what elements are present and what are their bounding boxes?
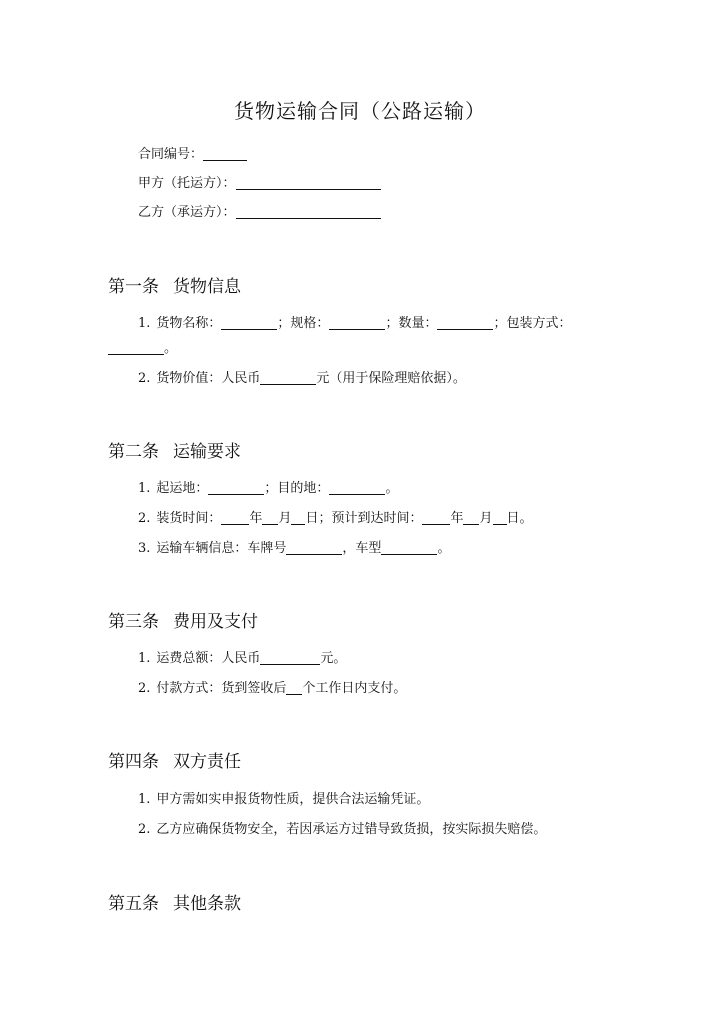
- section-4-number: 第四条: [108, 752, 159, 772]
- year-label: 年: [249, 511, 263, 526]
- item-number: 1.: [138, 481, 151, 496]
- s2-item-1: [138, 477, 398, 496]
- section-3-name: 费用及支付: [173, 612, 258, 632]
- contract-number-line: [138, 143, 247, 162]
- goods-name-blank[interactable]: [221, 314, 277, 330]
- party-a-duty: 甲方需如实申报货物性质，提供合法运输凭证。: [156, 792, 430, 807]
- section-4-name: 双方责任: [173, 752, 241, 772]
- section-5-heading: [108, 889, 241, 914]
- spec-label: ；规格：: [277, 316, 330, 331]
- vehicle-type-blank[interactable]: [381, 539, 437, 555]
- load-year-blank[interactable]: [221, 509, 249, 525]
- year-label: 年: [450, 511, 464, 526]
- plate-blank[interactable]: [286, 539, 342, 555]
- party-b-blank[interactable]: [236, 203, 381, 219]
- item-number: 1.: [138, 792, 151, 807]
- section-1-number: 第一条: [108, 277, 159, 297]
- period: 。: [164, 341, 178, 356]
- section-1-name: 货物信息: [173, 277, 241, 297]
- s2-item-2: [138, 507, 533, 526]
- s2-item-3: [138, 537, 450, 556]
- loading-time-label: 装货时间：: [156, 511, 222, 526]
- s1-item-1-continued: [108, 337, 177, 356]
- month-label: 月: [278, 511, 292, 526]
- s4-item-1: [138, 788, 429, 807]
- packaging-blank[interactable]: [108, 339, 164, 355]
- load-day-blank[interactable]: [291, 509, 305, 525]
- period: 。: [385, 481, 399, 496]
- arrive-month-blank[interactable]: [463, 509, 479, 525]
- document-title: 货物运输合同（公路运输）: [234, 99, 486, 123]
- party-b-label: 乙方（承运方）：: [138, 205, 236, 220]
- item-number: 1.: [138, 316, 151, 331]
- destination-blank[interactable]: [329, 479, 385, 495]
- party-b-line: [138, 201, 381, 220]
- section-1-heading: [108, 272, 241, 297]
- arrive-day-blank[interactable]: [493, 509, 507, 525]
- arrive-year-blank[interactable]: [422, 509, 450, 525]
- freight-total-blank[interactable]: [260, 649, 320, 665]
- quantity-blank[interactable]: [437, 314, 493, 330]
- goods-name-label: 货物名称：: [156, 316, 222, 331]
- item-number: 2.: [138, 371, 151, 386]
- s4-item-2: [138, 818, 546, 837]
- load-month-blank[interactable]: [262, 509, 278, 525]
- section-4-heading: [108, 747, 241, 772]
- s3-item-1: [138, 647, 346, 666]
- payment-days-blank[interactable]: [286, 679, 302, 695]
- arrival-time-label: 日；预计到达时间：: [305, 511, 423, 526]
- freight-total-label: 运费总额：人民币: [156, 651, 261, 666]
- party-a-blank[interactable]: [236, 174, 381, 190]
- party-a-line: [138, 172, 381, 191]
- goods-value-suffix: 元（用于保险理赔依据）。: [316, 371, 466, 386]
- section-5-number: 第五条: [108, 894, 159, 914]
- payment-method-suffix: 个工作日内支付。: [302, 681, 407, 696]
- s1-item-2: [138, 367, 466, 386]
- section-2-name: 运输要求: [173, 442, 241, 462]
- goods-value-blank[interactable]: [260, 369, 316, 385]
- destination-label: ；目的地：: [264, 481, 330, 496]
- day-label: 日。: [506, 511, 533, 526]
- payment-method-label: 付款方式：货到签收后: [156, 681, 287, 696]
- party-a-label: 甲方（托运方）：: [138, 176, 236, 191]
- section-5-name: 其他条款: [173, 894, 241, 914]
- item-number: 2.: [138, 511, 151, 526]
- section-3-heading: [108, 607, 258, 632]
- item-number: 2.: [138, 681, 151, 696]
- s1-item-1: [138, 312, 571, 331]
- spec-blank[interactable]: [329, 314, 385, 330]
- plate-label: 运输车辆信息：车牌号: [156, 541, 287, 556]
- s3-item-2: [138, 677, 406, 696]
- origin-label: 起运地：: [156, 481, 209, 496]
- section-2-number: 第二条: [108, 442, 159, 462]
- month-label: 月: [479, 511, 493, 526]
- origin-blank[interactable]: [208, 479, 264, 495]
- contract-number-blank[interactable]: [203, 145, 247, 161]
- quantity-label: ；数量：: [385, 316, 438, 331]
- party-b-duty: 乙方应确保货物安全，若因承运方过错导致货损，按实际损失赔偿。: [156, 822, 547, 837]
- item-number: 2.: [138, 822, 151, 837]
- goods-value-label: 货物价值：人民币: [156, 371, 261, 386]
- packaging-label: ；包装方式：: [493, 316, 572, 331]
- vehicle-type-label: ，车型: [342, 541, 382, 556]
- period: 。: [437, 541, 451, 556]
- contract-number-label: 合同编号：: [138, 147, 204, 162]
- section-3-number: 第三条: [108, 612, 159, 632]
- item-number: 3.: [138, 541, 151, 556]
- freight-total-suffix: 元。: [320, 651, 347, 666]
- section-2-heading: [108, 437, 241, 462]
- item-number: 1.: [138, 651, 151, 666]
